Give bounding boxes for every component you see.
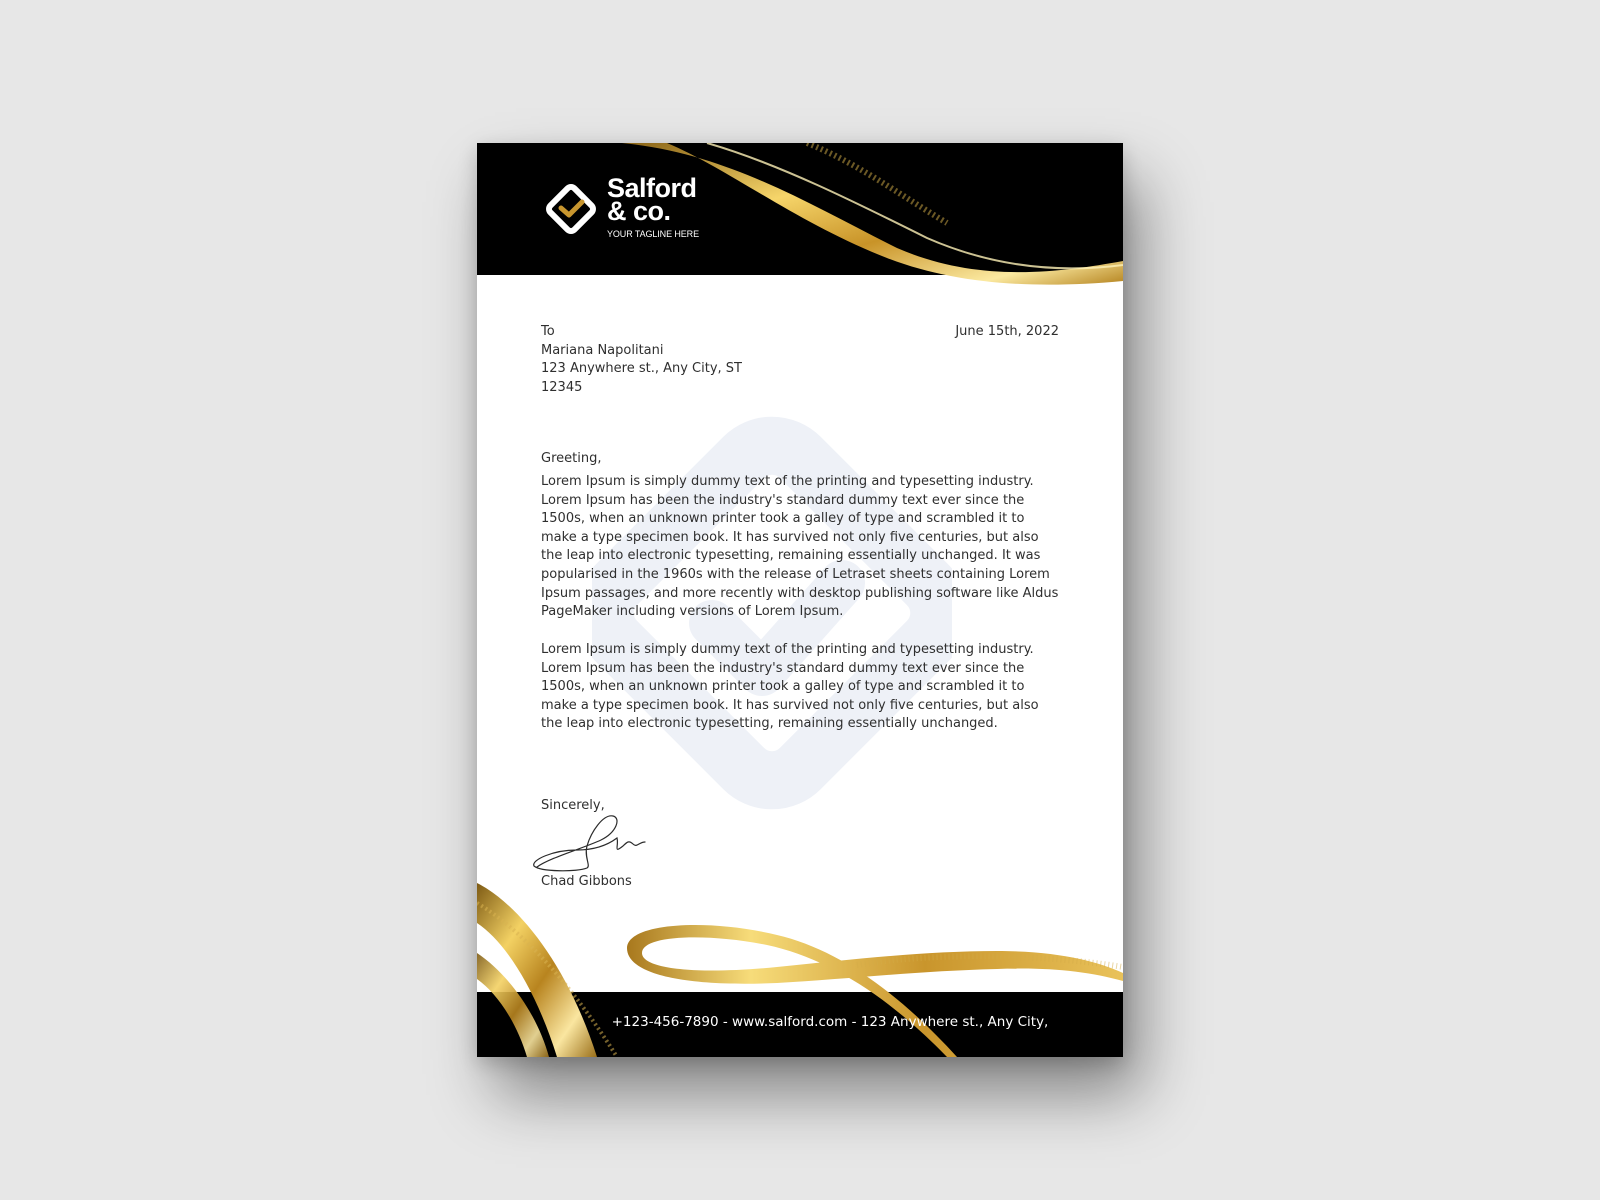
footer-contact: +123-456-7890 - www.salford.com - 123 Anywhere st., Any City, — [611, 1014, 1049, 1030]
recipient-block — [541, 323, 841, 397]
recipient-to-label: To — [541, 324, 555, 339]
letter-date: June 15th, 2022 — [955, 324, 1059, 339]
recipient-address-line2: 12345 — [541, 379, 583, 395]
diamond-check-icon — [541, 179, 601, 239]
footer-gold-swoosh — [477, 883, 1123, 1057]
recipient-address-line1: 123 Anywhere st., Any City, ST — [541, 361, 742, 377]
brand-name-line1: Salford — [607, 173, 697, 203]
brand-name-line2: & co. — [607, 196, 671, 226]
letter-greeting: Greeting, — [541, 451, 602, 466]
recipient-name: Mariana Napolitani — [541, 342, 664, 358]
letter-paragraph-1: Lorem Ipsum is simply dummy text of the printing and typesetting industry. Lorem Ipsum has been the industry's standard dummy text ever since the 1500s, when an unknown printer took a galley of type and scrambled it to make a type specimen book. It has survived not only five centuries, but also the leap into electronic typesetting, remaining essentially unchanged. It was popularised in the 1960s with the release of Letraset sheets containing Lorem Ipsum passages, and more recently with desktop publishing software like Aldus PageMaker including versions of Lorem Ipsum. — [541, 474, 1059, 620]
letter-closing: Sincerely, — [541, 798, 605, 813]
letterhead-page — [477, 143, 1123, 1057]
letter-paragraph-2: Lorem Ipsum is simply dummy text of the printing and typesetting industry. Lorem Ipsum has been the industry's standard dummy text ever since the 1500s, when an unknown printer took a galley of type and scrambled it to make a type specimen book. It has survived not only five centuries, but also the leap into electronic typesetting, remaining essentially unchanged. — [541, 642, 1039, 732]
brand-name — [607, 173, 767, 226]
brand-tagline: YOUR TAGLINE HERE — [607, 229, 699, 239]
signer-name: Chad Gibbons — [541, 874, 632, 889]
signature-scribble — [529, 810, 647, 874]
